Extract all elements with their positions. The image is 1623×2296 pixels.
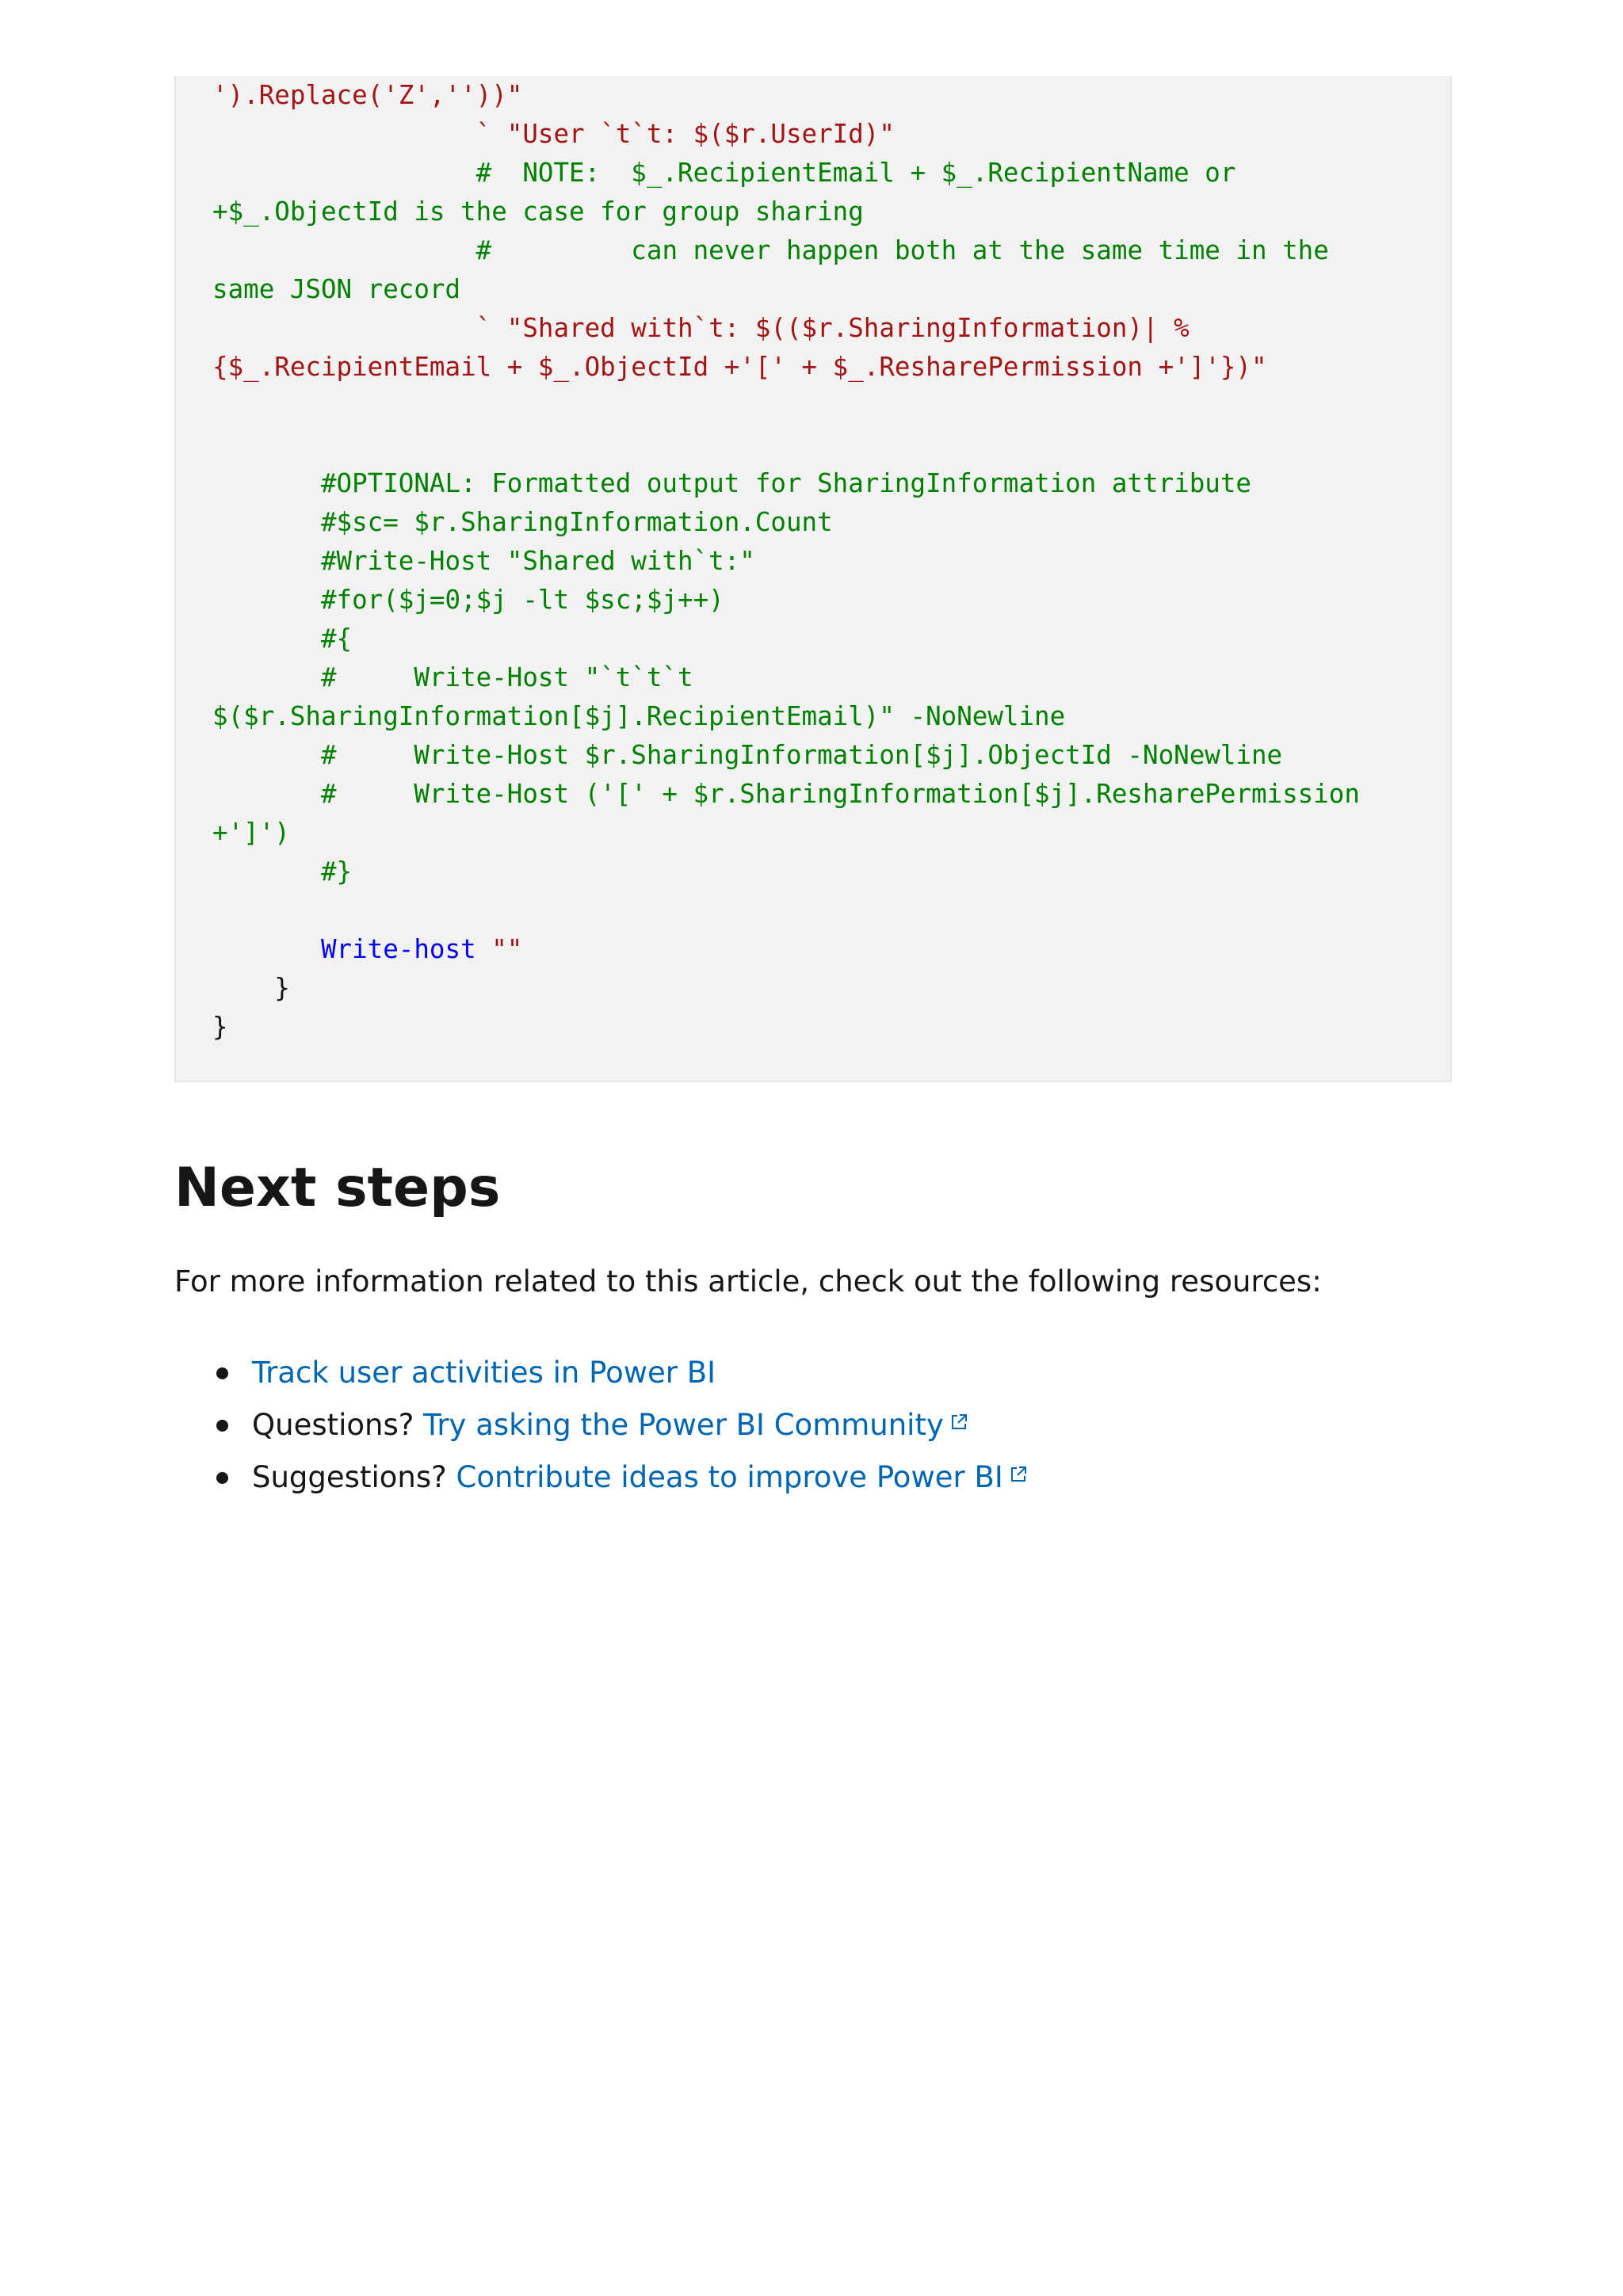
code-line (212, 348, 1360, 387)
code-text: } (212, 1012, 228, 1042)
bullet-icon (216, 1367, 228, 1379)
code-line (212, 154, 1360, 193)
code-block (174, 76, 1452, 1082)
code-line (212, 464, 1360, 503)
link-text[interactable]: Try asking the Power BI Community (423, 1408, 944, 1442)
code-line (212, 775, 1360, 814)
code-text: #} (320, 856, 353, 887)
code-line (212, 814, 1360, 852)
code-text: #OPTIONAL: Formatted output for SharingInformation attribute (320, 468, 1251, 498)
code-text: # Write-Host ('[' + $r.SharingInformation[$j].ResharePermission (320, 779, 1360, 809)
item-prefix: Suggestions? (252, 1460, 456, 1494)
code-line (212, 193, 1360, 231)
code-line (212, 930, 1360, 969)
code-text: Write-host (320, 934, 476, 964)
code-line (212, 891, 1360, 930)
code-text: # can never happen both at the same time in the (475, 235, 1329, 265)
code-line (212, 1008, 1360, 1047)
bullet-icon (216, 1472, 228, 1484)
code-line (212, 270, 1360, 309)
code-text: +$_.ObjectId is the case for group sharing (212, 196, 864, 227)
code-line (212, 697, 1360, 736)
code-line (212, 503, 1360, 542)
code-line (212, 309, 1360, 348)
code-line (212, 542, 1360, 581)
code-line (212, 425, 1360, 464)
code-listing (212, 76, 1360, 1047)
section-heading: Next steps (174, 1157, 501, 1219)
code-line (212, 852, 1360, 891)
code-text: #{ (320, 624, 353, 654)
code-text: #$sc= $r.SharingInformation.Count (320, 507, 833, 537)
list-item (174, 1451, 1029, 1504)
code-text: ` "Shared with`t: $(($r.SharingInformation)| % (475, 313, 1190, 343)
code-line (212, 620, 1360, 658)
code-text: same JSON record (212, 274, 461, 304)
code-text: "" (475, 934, 523, 964)
bullet-icon (216, 1420, 228, 1432)
code-text: # Write-Host "`t`t`t (320, 662, 693, 692)
link-power-bi-community[interactable] (423, 1408, 969, 1442)
code-text: {$_.RecipientEmail + $_.ObjectId +'[' + $_.ResharePermission +']'})" (212, 352, 1267, 382)
intro-paragraph: For more information related to this article, check out the following resources: (174, 1264, 1322, 1299)
code-text: +']') (212, 818, 290, 848)
link-text[interactable]: Contribute ideas to improve Power BI (456, 1460, 1003, 1494)
code-text: # NOTE: $_.RecipientEmail + $_.RecipientName or (475, 158, 1236, 188)
code-line (212, 387, 1360, 425)
external-link-icon (949, 1412, 969, 1432)
code-line (212, 581, 1360, 620)
code-text: ').Replace('Z',''))" (212, 80, 523, 110)
list-item (174, 1399, 1029, 1451)
code-text: } (274, 973, 290, 1003)
code-text: ` "User `t`t: $($r.UserId)" (475, 119, 895, 149)
link-track-user-activities[interactable]: Track user activities in Power BI (252, 1356, 716, 1390)
code-line (212, 736, 1360, 775)
resource-list (174, 1347, 1029, 1504)
code-line (212, 658, 1360, 697)
code-line (212, 969, 1360, 1008)
code-text: # Write-Host $r.SharingInformation[$j].ObjectId -NoNewline (320, 740, 1283, 770)
code-line (212, 231, 1360, 270)
link-contribute-ideas[interactable] (456, 1460, 1029, 1494)
code-line (212, 115, 1360, 154)
code-text: #Write-Host "Shared with`t:" (320, 546, 755, 576)
code-line (212, 76, 1360, 115)
item-prefix: Questions? (252, 1408, 424, 1442)
code-text: $($r.SharingInformation[$j].RecipientEmail)" -NoNewline (212, 701, 1066, 731)
external-link-icon (1008, 1464, 1029, 1485)
code-text: #for($j=0;$j -lt $sc;$j++) (320, 585, 724, 615)
list-item (174, 1347, 1029, 1399)
